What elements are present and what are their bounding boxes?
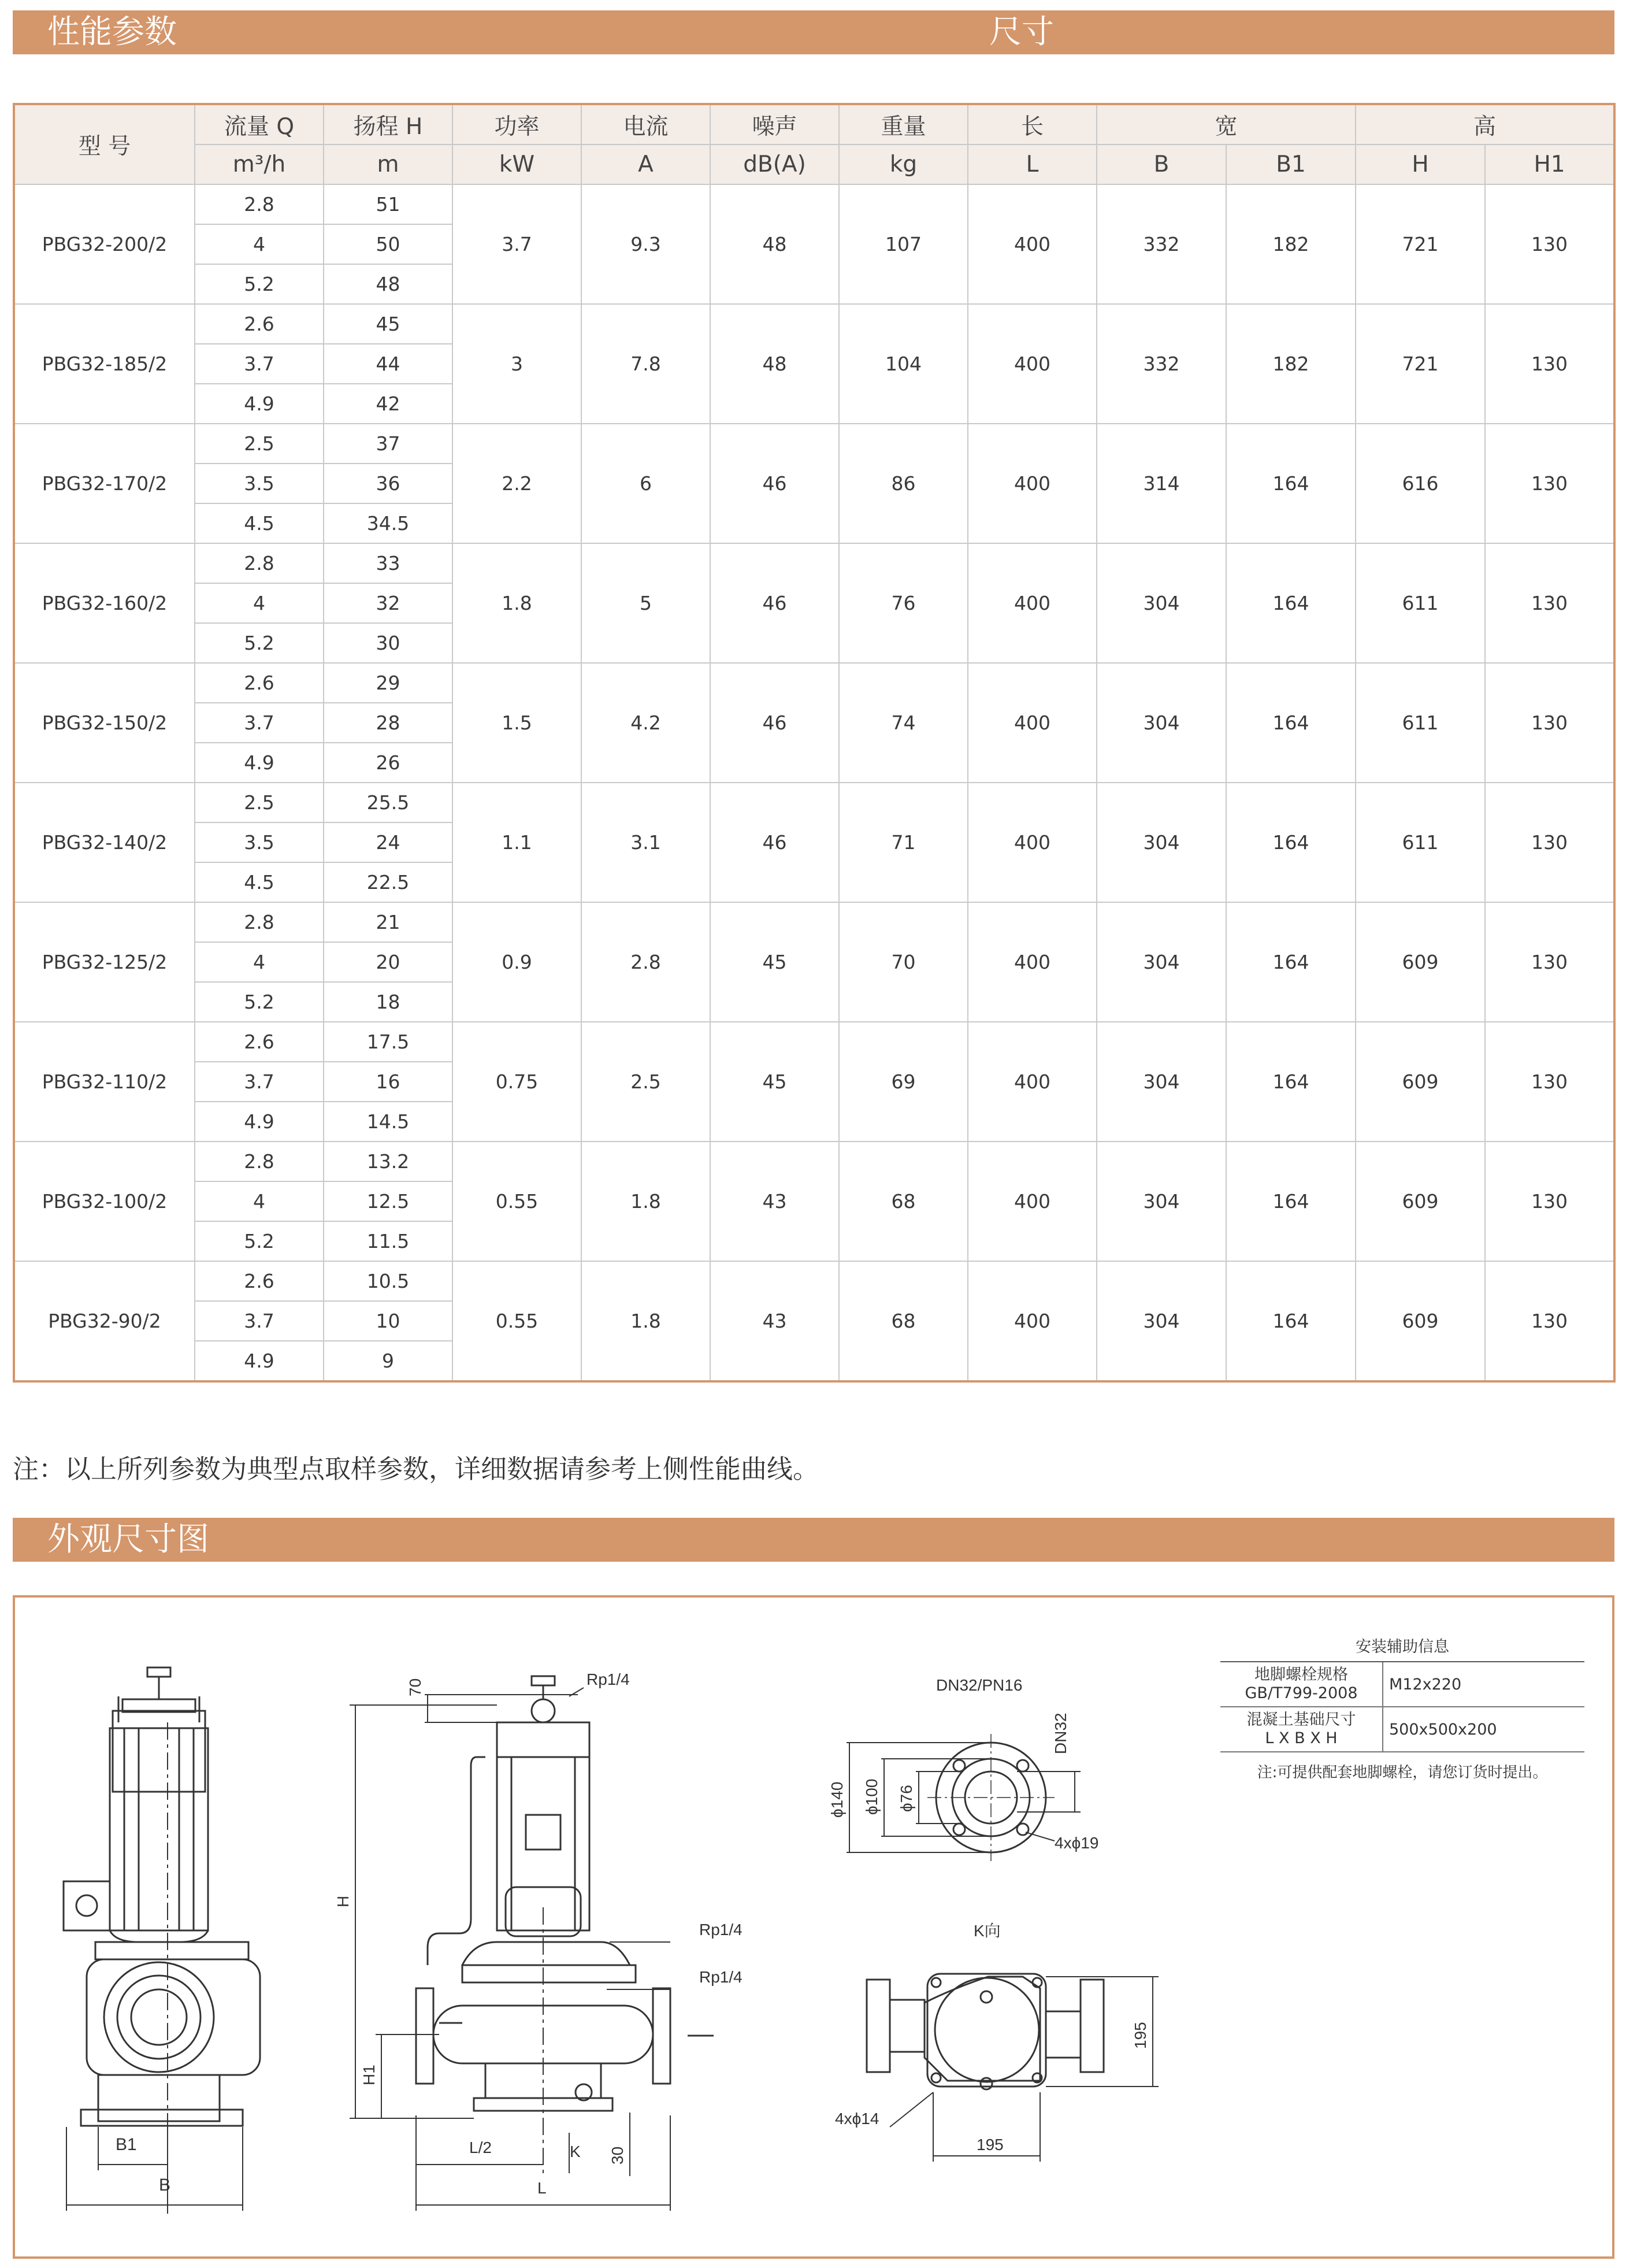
model-cell: PBG32-90/2 [14,1261,195,1381]
install-info [1220,1636,1584,1782]
h-cell: 721 [1356,184,1485,304]
h-cell: 616 [1356,424,1485,543]
noise-cell: 43 [710,1261,839,1381]
unit-width-b1: B1 [1226,144,1356,184]
power-cell: 0.55 [452,1261,581,1381]
head-cell: 45 [324,304,452,344]
head-cell: 11.5 [324,1221,452,1261]
l-cell: 400 [968,783,1097,902]
weight-cell: 70 [839,902,968,1022]
head-cell: 12.5 [324,1181,452,1221]
flow-cell: 2.5 [195,424,324,464]
side-label-h1: H1 [360,2065,378,2085]
flow-cell: 4.9 [195,743,324,783]
power-cell: 0.75 [452,1022,581,1142]
noise-cell: 48 [710,304,839,424]
h1-cell: 130 [1485,304,1614,424]
unit-flow: m³/h [195,144,324,184]
bolt-label-2: GB/T799-2008 [1245,1684,1358,1702]
flow-cell: 4.9 [195,1341,324,1381]
h1-cell: 130 [1485,1022,1614,1142]
section-title: 性能参数 [47,13,177,51]
flange-title: DN32/PN16 [936,1676,1023,1694]
flow-cell: 3.7 [195,344,324,384]
unit-noise: dB(A) [710,144,839,184]
flow-cell: 4 [195,942,324,982]
head-cell: 21 [324,902,452,942]
flange-label-100: ϕ100 [863,1778,881,1815]
model-cell: PBG32-150/2 [14,663,195,783]
head-cell: 18 [324,982,452,1022]
flow-cell: 4 [195,224,324,264]
b1-cell: 182 [1226,304,1356,424]
l-cell: 400 [968,304,1097,424]
col-model: 型 号 [14,104,195,184]
head-cell: 36 [324,464,452,503]
head-cell: 20 [324,942,452,982]
weight-cell: 86 [839,424,968,543]
noise-cell: 46 [710,663,839,783]
current-cell: 6 [581,424,710,543]
weight-cell: 107 [839,184,968,304]
head-cell: 9 [324,1341,452,1381]
noise-cell: 46 [710,543,839,663]
current-cell: 3.1 [581,783,710,902]
current-cell: 4.2 [581,663,710,783]
h1-cell: 130 [1485,424,1614,543]
head-cell: 25.5 [324,783,452,822]
head-cell: 24 [324,822,452,862]
b1-cell: 164 [1226,1261,1356,1381]
h1-cell: 130 [1485,902,1614,1022]
l-cell: 400 [968,902,1097,1022]
col-height: 高 [1356,104,1614,144]
b-cell: 304 [1097,543,1226,663]
flow-cell: 4.5 [195,862,324,902]
kview-label-195h: 195 [977,2136,1004,2154]
weight-cell: 68 [839,1261,968,1381]
table-note: 注：以上所列参数为典型点取样参数，详细数据请参考上侧性能曲线。 [13,1454,819,1484]
power-cell: 3 [452,304,581,424]
flow-cell: 4.5 [195,503,324,543]
side-label-70: 70 [406,1678,424,1696]
model-cell: PBG32-100/2 [14,1142,195,1261]
head-cell: 28 [324,703,452,743]
l-cell: 400 [968,1261,1097,1381]
front-view-dimensions [66,1722,243,2214]
noise-cell: 45 [710,902,839,1022]
head-cell: 14.5 [324,1102,452,1142]
model-cell: PBG32-160/2 [14,543,195,663]
unit-length: L [968,144,1097,184]
k-view [867,1974,1104,2089]
unit-head: m [324,144,452,184]
b1-cell: 164 [1226,783,1356,902]
side-view-dimensions [350,1688,670,2211]
flow-cell: 4 [195,583,324,623]
weight-cell: 76 [839,543,968,663]
flow-cell: 4 [195,1181,324,1221]
l-cell: 400 [968,663,1097,783]
k-view-dimensions [890,1977,1159,2162]
head-cell: 34.5 [324,503,452,543]
unit-weight: kg [839,144,968,184]
head-cell: 44 [324,344,452,384]
model-cell: PBG32-200/2 [14,184,195,304]
power-cell: 3.7 [452,184,581,304]
head-cell: 30 [324,623,452,663]
head-cell: 48 [324,264,452,304]
flow-cell: 5.2 [195,623,324,663]
model-cell: PBG32-170/2 [14,424,195,543]
l-cell: 400 [968,184,1097,304]
weight-cell: 69 [839,1022,968,1142]
h-cell: 609 [1356,902,1485,1022]
current-cell: 5 [581,543,710,663]
flange-label-140: ϕ140 [828,1781,846,1818]
noise-cell: 46 [710,783,839,902]
flow-cell: 2.8 [195,1142,324,1181]
h-cell: 609 [1356,1142,1485,1261]
b1-cell: 164 [1226,1142,1356,1261]
power-cell: 0.9 [452,902,581,1022]
base-label-2: L X B X H [1265,1729,1338,1747]
side-label-l: L [537,2179,547,2197]
flow-cell: 5.2 [195,1221,324,1261]
bolt-label-1: 地脚螺栓规格 [1254,1666,1348,1684]
current-cell: 1.8 [581,1261,710,1381]
flow-cell: 2.8 [195,543,324,583]
install-info-table [1220,1662,1584,1752]
side-label-rp2: Rp1/4 [699,1921,743,1939]
flow-cell: 5.2 [195,264,324,304]
kview-label-holes: 4xϕ14 [835,2110,879,2128]
h-cell: 611 [1356,663,1485,783]
flow-cell: 5.2 [195,982,324,1022]
h1-cell: 130 [1485,543,1614,663]
head-cell: 26 [324,743,452,783]
h-cell: 611 [1356,783,1485,902]
side-label-rp3: Rp1/4 [699,1968,743,1986]
base-label-1: 混凝土基础尺寸 [1246,1711,1356,1729]
current-cell: 1.8 [581,1142,710,1261]
head-cell: 13.2 [324,1142,452,1181]
b-cell: 304 [1097,1142,1226,1261]
flow-cell: 2.8 [195,184,324,224]
h1-cell: 130 [1485,783,1614,902]
col-head: 扬程 H [324,104,452,144]
b1-cell: 164 [1226,1022,1356,1142]
head-cell: 50 [324,224,452,264]
unit-height-h1: H1 [1485,144,1614,184]
flow-cell: 2.8 [195,902,324,942]
flow-cell: 4.9 [195,1102,324,1142]
l-cell: 400 [968,1142,1097,1261]
power-cell: 1.8 [452,543,581,663]
flow-cell: 4.9 [195,384,324,424]
side-view-pump [416,1676,714,2111]
h-cell: 611 [1356,543,1485,663]
flow-cell: 2.6 [195,1022,324,1062]
current-cell: 2.8 [581,902,710,1022]
head-cell: 32 [324,583,452,623]
model-cell: PBG32-185/2 [14,304,195,424]
install-info-caption: 安装辅助信息 [1220,1636,1584,1662]
bolt-value: M12x220 [1383,1662,1584,1707]
install-info-footnote: 注:可提供配套地脚螺栓，请您订货时提出。 [1257,1764,1548,1781]
power-cell: 1.5 [452,663,581,783]
install-row-base [1220,1707,1584,1752]
head-cell: 51 [324,184,452,224]
head-cell: 37 [324,424,452,464]
power-cell: 0.55 [452,1142,581,1261]
col-power: 功率 [452,104,581,144]
flange-view [927,1734,1055,1861]
side-label-rp1: Rp1/4 [586,1670,630,1688]
col-noise: 噪声 [710,104,839,144]
base-value: 500x500x200 [1383,1707,1584,1752]
l-cell: 400 [968,424,1097,543]
head-cell: 10.5 [324,1261,452,1301]
install-row-bolt [1220,1662,1584,1707]
col-flow: 流量 Q [195,104,324,144]
b-cell: 304 [1097,902,1226,1022]
head-cell: 17.5 [324,1022,452,1062]
flow-cell: 2.5 [195,783,324,822]
head-cell: 42 [324,384,452,424]
power-cell: 2.2 [452,424,581,543]
b-cell: 304 [1097,663,1226,783]
side-label-l2: L/2 [469,2139,492,2156]
flow-cell: 3.7 [195,1301,324,1341]
flow-cell: 2.6 [195,1261,324,1301]
flow-cell: 2.6 [195,304,324,344]
side-label-h: H [334,1895,352,1907]
flow-cell: 3.5 [195,822,324,862]
weight-cell: 68 [839,1142,968,1261]
h1-cell: 130 [1485,663,1614,783]
b-cell: 304 [1097,783,1226,902]
unit-height-h: H [1356,144,1485,184]
kview-title: K向 [974,1922,1001,1940]
drawings-title: 外观尺寸图 [47,1521,209,1558]
noise-cell: 45 [710,1022,839,1142]
head-cell: 16 [324,1062,452,1102]
flange-label-dn32: DN32 [1052,1713,1070,1754]
head-cell: 10 [324,1301,452,1341]
h1-cell: 130 [1485,1261,1614,1381]
flow-cell: 3.7 [195,703,324,743]
b-cell: 304 [1097,1261,1226,1381]
kview-label-195v: 195 [1131,2022,1149,2049]
head-cell: 22.5 [324,862,452,902]
l-cell: 400 [968,1022,1097,1142]
flange-label-76: ϕ76 [897,1785,915,1812]
side-label-30: 30 [608,2146,626,2165]
current-cell: 2.5 [581,1022,710,1142]
h-cell: 721 [1356,304,1485,424]
b1-cell: 182 [1226,184,1356,304]
unit-current: A [581,144,710,184]
current-cell: 7.8 [581,304,710,424]
flow-cell: 3.5 [195,464,324,503]
b1-cell: 164 [1226,663,1356,783]
col-width: 宽 [1097,104,1356,144]
h-cell: 609 [1356,1261,1485,1381]
b1-cell: 164 [1226,902,1356,1022]
noise-cell: 43 [710,1142,839,1261]
unit-width-b: B [1097,144,1226,184]
model-cell: PBG32-125/2 [14,902,195,1022]
model-cell: PBG32-110/2 [14,1022,195,1142]
b1-cell: 164 [1226,543,1356,663]
front-label-b: B [159,2176,171,2195]
weight-cell: 74 [839,663,968,783]
flow-cell: 2.6 [195,663,324,703]
front-label-b1: B1 [116,2135,137,2154]
col-current: 电流 [581,104,710,144]
b-cell: 332 [1097,304,1226,424]
h-cell: 609 [1356,1022,1485,1142]
power-cell: 1.1 [452,783,581,902]
current-cell: 9.3 [581,184,710,304]
flange-label-holes: 4xϕ19 [1055,1834,1099,1852]
b-cell: 332 [1097,184,1226,304]
noise-cell: 48 [710,184,839,304]
model-cell: PBG32-140/2 [14,783,195,902]
head-cell: 29 [324,663,452,703]
flow-cell: 3.7 [195,1062,324,1102]
head-cell: 33 [324,543,452,583]
col-length: 长 [968,104,1097,144]
weight-cell: 104 [839,304,968,424]
h1-cell: 130 [1485,1142,1614,1261]
b-cell: 304 [1097,1022,1226,1142]
unit-power: kW [452,144,581,184]
dims-title: 尺寸 [989,13,1054,51]
weight-cell: 71 [839,783,968,902]
side-label-k: K [570,2143,581,2160]
b1-cell: 164 [1226,424,1356,543]
col-weight: 重量 [839,104,968,144]
l-cell: 400 [968,543,1097,663]
noise-cell: 46 [710,424,839,543]
front-view-pump [64,1667,260,2126]
h1-cell: 130 [1485,184,1614,304]
b-cell: 314 [1097,424,1226,543]
